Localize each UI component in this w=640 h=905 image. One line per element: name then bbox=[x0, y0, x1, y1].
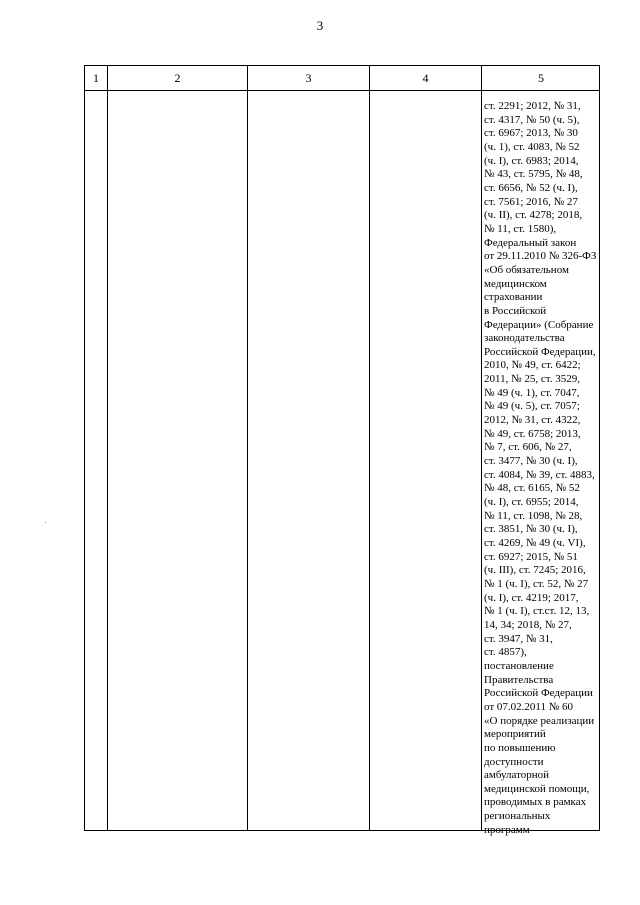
column-5-line: ст. 2291; 2012, № 31, bbox=[484, 100, 581, 112]
column-5-line: доступности bbox=[484, 755, 544, 768]
column-5-line: ст. 4269, № 49 (ч. VI), bbox=[484, 537, 586, 549]
column-5-line: № 49, ст. 6758; 2013, bbox=[484, 427, 581, 440]
column-5-line: (ч. I), ст. 4219; 2017, bbox=[484, 591, 579, 604]
column-5-line: Федерации» (Собрание bbox=[484, 318, 594, 331]
column-5-line: проводимых в рамках bbox=[484, 796, 587, 809]
column-divider bbox=[107, 66, 108, 830]
column-divider bbox=[481, 66, 482, 830]
column-5-line: ст. 6927; 2015, № 51 bbox=[484, 550, 578, 563]
column-5-line: 14, 34; 2018, № 27, bbox=[484, 618, 572, 631]
column-5-line: постановление bbox=[484, 659, 554, 672]
column-5-line: № 7, ст. 606, № 27, bbox=[484, 441, 572, 454]
column-5-line: (ч. II), ст. 4278; 2018, bbox=[484, 209, 583, 222]
table-header-row bbox=[85, 66, 599, 91]
column-5-line: «Об обязательном bbox=[484, 263, 569, 276]
column-header-4: 4 bbox=[422, 71, 429, 85]
column-5-line: ст. 3851, № 30 (ч. I), bbox=[484, 523, 578, 536]
column-5-line: ст. 7561; 2016, № 27 bbox=[484, 195, 578, 208]
column-5-line: медицинском bbox=[484, 277, 547, 290]
scan-speck bbox=[45, 522, 46, 523]
document-table bbox=[84, 65, 600, 836]
column-5-line: ст. 4084, № 39, ст. 4883, bbox=[484, 468, 595, 481]
column-5-line: № 49 (ч. 1), ст. 7047, bbox=[484, 386, 580, 399]
column-5-line: 2010, № 49, ст. 6422; bbox=[484, 359, 581, 372]
column-5-line: страховании bbox=[484, 291, 543, 304]
column-5-line: законодательства bbox=[484, 332, 565, 345]
column-5-line: (ч. I), ст. 6983; 2014, bbox=[484, 154, 579, 167]
column-5-line: (ч. III), ст. 7245; 2016, bbox=[484, 564, 586, 577]
column-5-line: № 11, ст. 1580), bbox=[484, 222, 557, 235]
column-5-line: Федеральный закон bbox=[484, 236, 577, 249]
column-5-line: Российской Федерации, bbox=[484, 345, 596, 358]
column-5-line: № 49 (ч. 5), ст. 7057; bbox=[484, 400, 580, 413]
column-5-line: № 1 (ч. I), ст. 52, № 27 bbox=[484, 577, 589, 590]
column-5-line: региональных bbox=[484, 810, 551, 823]
column-5-line: ст. 6656, № 52 (ч. I), bbox=[484, 181, 578, 194]
column-5-line: Правительства bbox=[484, 673, 554, 686]
column-header-1: 1 bbox=[93, 71, 99, 85]
column-5-line: 2012, № 31, ст. 4322, bbox=[484, 414, 581, 427]
column-5-line: 2011, № 25, ст. 3529, bbox=[484, 373, 580, 386]
column-5-line: (ч. 1), ст. 4083, № 52 bbox=[484, 140, 580, 153]
column-5-line: ст. 4857), bbox=[484, 646, 527, 659]
column-5-line: по повышению bbox=[484, 741, 556, 754]
column-5-line: ст. 3477, № 30 (ч. I), bbox=[484, 455, 578, 468]
column-5-line: амбулаторной bbox=[484, 769, 550, 782]
column-5-line: № 1 (ч. I), ст.ст. 12, 13, bbox=[484, 605, 590, 618]
column-divider bbox=[247, 66, 248, 830]
column-5-line: (ч. I), ст. 6955; 2014, bbox=[484, 496, 579, 509]
column-5-line: мероприятий bbox=[484, 728, 546, 741]
page-number: 3 bbox=[316, 18, 324, 33]
column-5-line: № 11, ст. 1098, № 28, bbox=[484, 509, 583, 522]
column-5-line: № 48, ст. 6165, № 52 bbox=[484, 482, 580, 495]
column-5-line: № 43, ст. 5795, № 48, bbox=[484, 168, 583, 181]
column-header-5: 5 bbox=[538, 71, 544, 85]
column-header-2: 2 bbox=[174, 71, 181, 85]
column-5-line: ст. 6967; 2013, № 30 bbox=[484, 127, 578, 140]
column-header-3: 3 bbox=[305, 71, 312, 85]
column-5-line: медицинской помощи, bbox=[484, 782, 590, 795]
column-5-line: программ bbox=[484, 823, 530, 836]
column-5-line: ст. 4317, № 50 (ч. 5), bbox=[484, 113, 580, 126]
column-divider bbox=[369, 66, 370, 830]
column-5-text bbox=[484, 100, 600, 837]
column-5-line: ст. 3947, № 31, bbox=[484, 632, 553, 645]
column-5-line: от 07.02.2011 № 60 bbox=[484, 700, 573, 713]
column-5-line: «О порядке реализации bbox=[484, 714, 595, 727]
column-5-line: в Российской bbox=[484, 304, 547, 317]
column-5-line: Российской Федерации bbox=[484, 687, 593, 700]
column-5-line: от 29.11.2010 № 326-ФЗ bbox=[484, 250, 597, 263]
